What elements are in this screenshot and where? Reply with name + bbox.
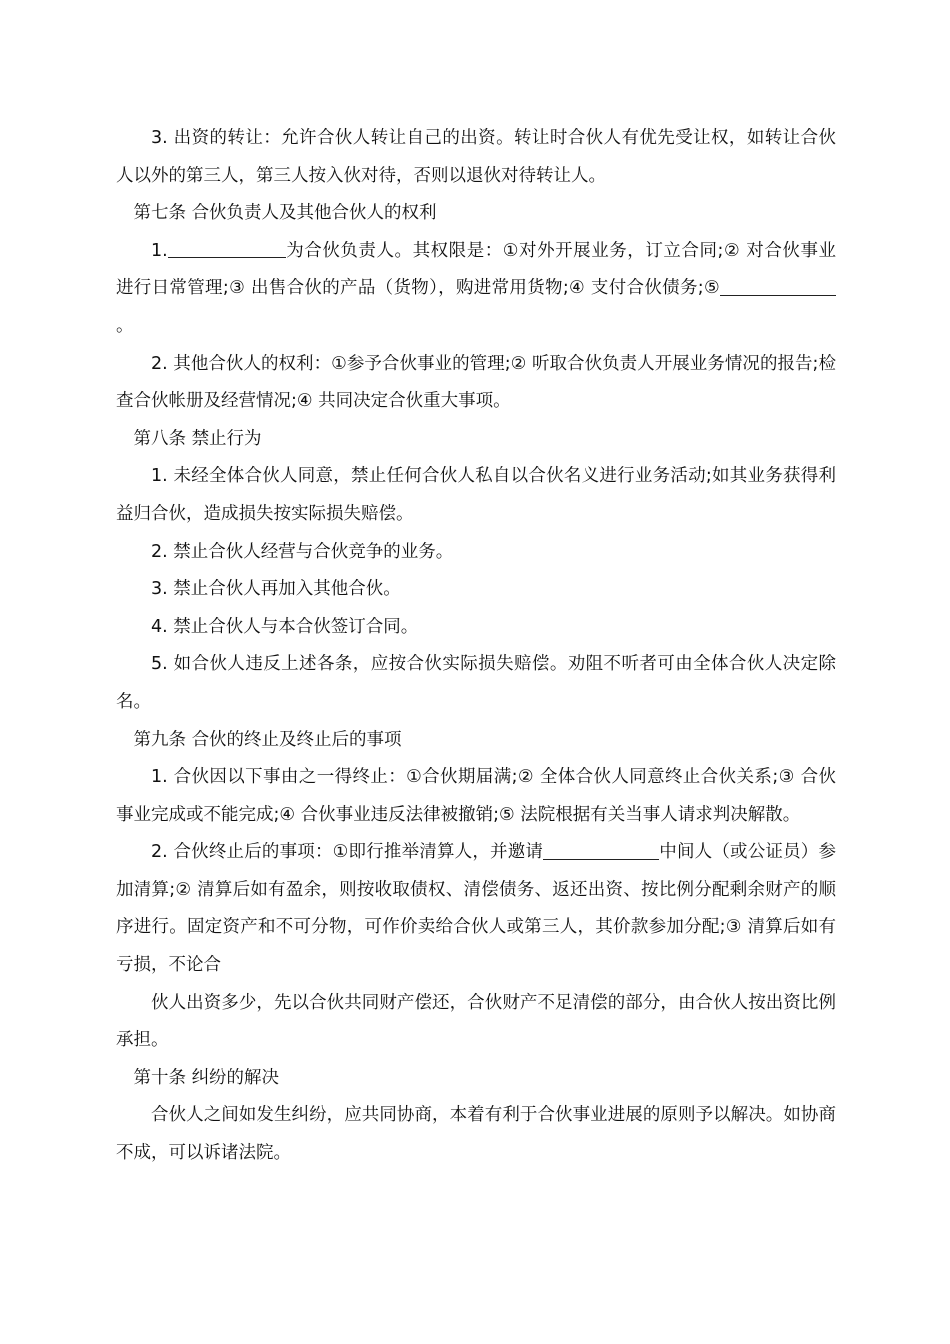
clause-7-item-2: 2. 其他合伙人的权利：①参予合伙事业的管理;② 听取合伙负责人开展业务情况的报告;检查合伙帐册及经营情况;④ 共同决定合伙重大事项。 bbox=[116, 353, 836, 412]
clause-9-item-2-rest: 中间人（或公证员）参加清算;② 清算后如有盈余，则按收取债权、清偿债务、返还出资、按比例分配剩余财产的顺序进行。固定资产和不可分物，可作价卖给合伙人或第三人，其价款参加分配;③ 清算后如有亏损，不论合 bbox=[116, 842, 836, 976]
clause-9-item-2 bbox=[116, 834, 836, 984]
document-body bbox=[116, 120, 836, 1173]
clause-9-item-2-start: 2. 合伙终止后的事项：①即行推举清算人，并邀请 bbox=[151, 842, 544, 863]
article-9-heading: 第九条 合伙的终止及终止后的事项 bbox=[133, 729, 402, 750]
fill-in-blank-power-5 bbox=[720, 278, 836, 297]
fill-in-blank-intermediary bbox=[543, 841, 659, 860]
sentence-end: 。 bbox=[116, 315, 134, 336]
clause-8-item-1: 1. 未经全体合伙人同意，禁止任何合伙人私自以合伙名义进行业务活动;如其业务获得利益归合伙，造成损失按实际损失赔偿。 bbox=[116, 466, 836, 524]
clause-10-text: 合伙人之间如发生纠纷，应共同协商，本着有利于合伙事业进展的原则予以解决。如协商不成，可以诉诸法院。 bbox=[116, 1105, 836, 1164]
clause-9-item-2-continued: 伙人出资多少，先以合伙共同财产偿还，合伙财产不足清偿的部分，由合伙人按出资比例承担。 bbox=[116, 992, 836, 1051]
clause-8-item-5: 5. 如合伙人违反上述各条，应按合伙实际损失赔偿。劝阻不听者可由全体合伙人决定除名。 bbox=[116, 654, 836, 712]
item-number: 1. bbox=[151, 240, 168, 261]
clause-8-item-2: 2. 禁止合伙人经营与合伙竞争的业务。 bbox=[151, 541, 454, 562]
manager-powers-text: 为合伙负责人。其权限是：①对外开展业务，订立合同;② 对合伙事业进行日常管理;③ 出售合伙的产品（货物），购进常用货物;④ 支付合伙债务;⑤ bbox=[116, 240, 836, 299]
clause-8-item-4: 4. 禁止合伙人与本合伙签订合同。 bbox=[151, 616, 419, 637]
clause-9-item-1: 1. 合伙因以下事由之一得终止：①合伙期届满;② 全体合伙人同意终止合伙关系;③ 合伙事业完成或不能完成;④ 合伙事业违反法律被撤销;⑤ 法院根据有关当事人请求判决解散。 bbox=[116, 767, 836, 825]
article-10-heading: 第十条 纠纷的解决 bbox=[133, 1067, 280, 1088]
clause-7-item-1 bbox=[116, 233, 836, 346]
fill-in-blank-manager bbox=[168, 240, 286, 259]
clause-6-item-3: 3. 出资的转让：允许合伙人转让自己的出资。转让时合伙人有优先受让权，如转让合伙人以外的第三人，第三人按入伙对待，否则以退伙对待转让人。 bbox=[116, 128, 836, 186]
article-8-heading: 第八条 禁止行为 bbox=[133, 428, 262, 449]
article-7-heading: 第七条 合伙负责人及其他合伙人的权利 bbox=[133, 203, 437, 224]
clause-8-item-3: 3. 禁止合伙人再加入其他合伙。 bbox=[151, 579, 401, 600]
